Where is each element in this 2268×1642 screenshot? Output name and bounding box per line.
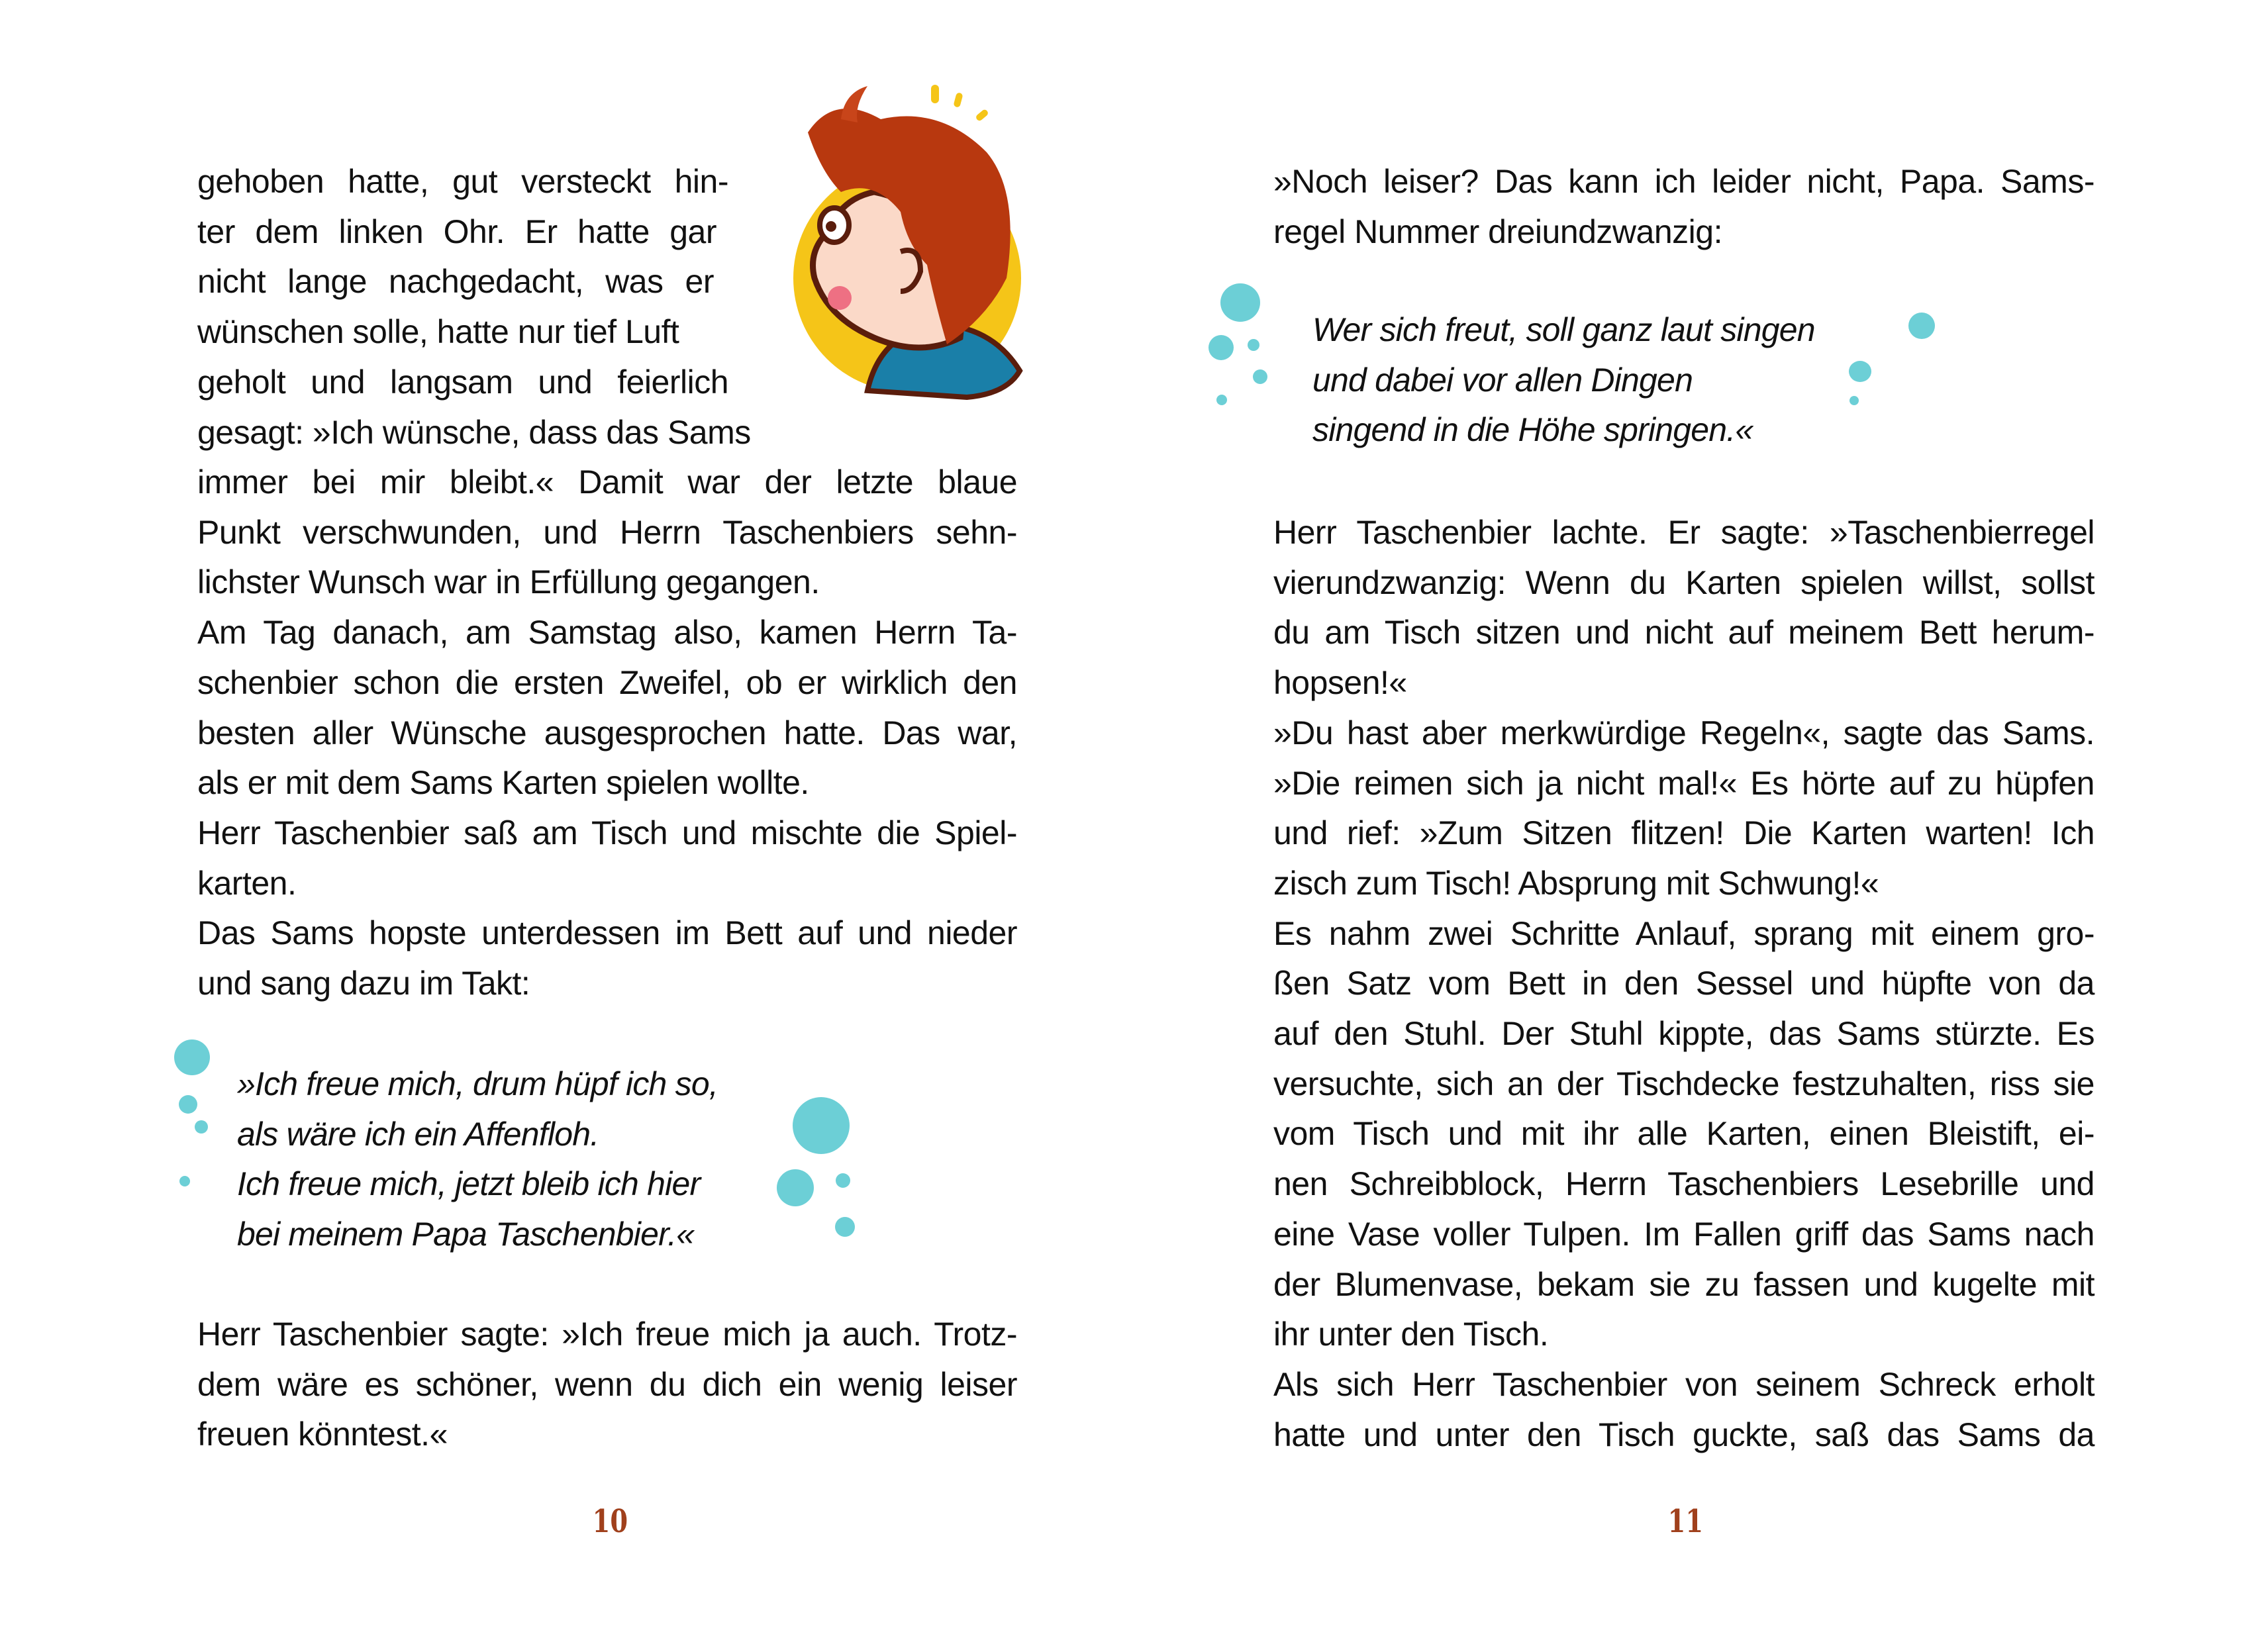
decorative-dot bbox=[1253, 369, 1267, 384]
text-line: und rief: »Zum Sitzen flitzen! Die Karten warten! Ich bbox=[1273, 814, 2095, 852]
text-line: du am Tisch sitzen und nicht auf meinem Bett herum- bbox=[1273, 614, 2095, 652]
surprise-marks-icon bbox=[931, 85, 989, 122]
text-line: hatte und unter den Tisch guckte, saß das Sams da bbox=[1273, 1416, 2095, 1453]
text-line: geholt und langsam und feierlich bbox=[197, 363, 728, 401]
text-line: vom Tisch und mit ihr alle Karten, einen Bleistift, ei- bbox=[1273, 1115, 2095, 1153]
text-line: hopsen!« bbox=[1273, 664, 1407, 702]
decorative-dot bbox=[1849, 396, 1859, 405]
decorative-dot bbox=[793, 1097, 850, 1154]
decorative-dot bbox=[1216, 395, 1227, 405]
text-line: Am Tag danach, am Samstag also, kamen Herrn Ta- bbox=[197, 614, 1017, 652]
text-line: nen Schreibblock, Herrn Taschenbiers Lesebrille und bbox=[1273, 1165, 2095, 1203]
text-line: Es nahm zwei Schritte Anlauf, sprang mit einem gro- bbox=[1273, 914, 2095, 952]
text-line: Als sich Herr Taschenbier von seinem Schreck erholt bbox=[1273, 1365, 2095, 1403]
decorative-dot bbox=[1208, 335, 1234, 360]
text-line: gehoben hatte, gut versteckt hin- bbox=[197, 163, 728, 200]
text-line: schenbier schon die ersten Zweifel, ob er wirklich den bbox=[197, 663, 1017, 701]
text-line: lichster Wunsch war in Erfüllung gegangen. bbox=[197, 563, 820, 601]
decorative-dot bbox=[835, 1217, 855, 1237]
text-line: immer bei mir bleibt.« Damit war der letzte blaue bbox=[197, 463, 1017, 501]
verse-line: als wäre ich ein Affenfloh. bbox=[237, 1115, 599, 1153]
decorative-dot bbox=[836, 1173, 850, 1188]
cheek bbox=[828, 286, 852, 310]
text-line: eine Vase voller Tulpen. Im Fallen griff das Sams nach bbox=[1273, 1215, 2095, 1253]
verse-line: singend in die Höhe springen.« bbox=[1312, 411, 1753, 449]
text-line: Herr Taschenbier lachte. Er sagte: »Taschenbierregel bbox=[1273, 514, 2095, 551]
text-line: karten. bbox=[197, 864, 297, 902]
right-page bbox=[1134, 0, 2268, 1642]
decorative-dot bbox=[1248, 339, 1259, 351]
decorative-dot bbox=[1849, 361, 1871, 382]
text-line: Punkt verschwunden, und Herrn Taschenbiers sehn- bbox=[197, 513, 1017, 551]
text-line: »Die reimen sich ja nicht mal!« Es hörte auf zu hüpfen bbox=[1273, 764, 2095, 802]
text-line: auf den Stuhl. Der Stuhl kippte, das Sams stürzte. Es bbox=[1273, 1015, 2095, 1053]
text-line: »Du hast aber merkwürdige Regeln«, sagte das Sams. bbox=[1273, 714, 2095, 751]
text-line: als er mit dem Sams Karten spielen wollte. bbox=[197, 764, 809, 802]
text-line: dem wäre es schöner, wenn du dich ein wenig leiser bbox=[197, 1365, 1017, 1403]
text-line: regel Nummer dreiundzwanzig: bbox=[1273, 213, 1722, 250]
text-line: gesagt: »Ich wünsche, dass das Sams bbox=[197, 413, 751, 451]
decorative-dot bbox=[179, 1176, 190, 1186]
text-line: nicht lange nachgedacht, was er bbox=[197, 263, 714, 301]
decorative-dot bbox=[1220, 283, 1260, 322]
page-number: 11 bbox=[1667, 1503, 1704, 1540]
text-line: besten aller Wünsche ausgesprochen hatte. Das war, bbox=[197, 714, 1017, 751]
left-wrapped-paragraph bbox=[197, 157, 751, 458]
left-verse bbox=[237, 1059, 718, 1260]
page-number: 10 bbox=[592, 1503, 628, 1540]
text-line: zisch zum Tisch! Absprung mit Schwung!« bbox=[1273, 864, 1879, 902]
decorative-dot bbox=[179, 1095, 197, 1114]
boy-illustration bbox=[768, 79, 1046, 410]
verse-line: bei meinem Papa Taschenbier.« bbox=[237, 1216, 695, 1253]
right-body-paragraphs bbox=[1273, 508, 2095, 1460]
left-closing-paragraph bbox=[197, 1310, 1017, 1460]
text-line: Herr Taschenbier sagte: »Ich freue mich ja auch. Trotz- bbox=[197, 1316, 1017, 1353]
text-line: vierundzwanzig: Wenn du Karten spielen willst, sollst bbox=[1273, 563, 2095, 601]
text-line: ter dem linken Ohr. Er hatte gar bbox=[197, 213, 716, 250]
decorative-dot bbox=[174, 1039, 210, 1075]
right-verse bbox=[1312, 305, 1815, 456]
text-line: Das Sams hopste unterdessen im Bett auf und nieder bbox=[197, 914, 1017, 952]
text-line: und sang dazu im Takt: bbox=[197, 965, 530, 1002]
decorative-dot bbox=[777, 1169, 814, 1206]
text-line: freuen könntest.« bbox=[197, 1416, 448, 1453]
decorative-dot bbox=[195, 1120, 208, 1134]
verse-line: Wer sich freut, soll ganz laut singen bbox=[1312, 311, 1815, 348]
verse-line: »Ich freue mich, drum hüpf ich so, bbox=[237, 1065, 718, 1102]
text-line: versuchte, sich an der Tischdecke festzuhalten, riss sie bbox=[1273, 1065, 2095, 1102]
text-line: ßen Satz vom Bett in den Sessel und hüpfte von da bbox=[1273, 965, 2095, 1002]
text-line: »Noch leiser? Das kann ich leider nicht, Papa. Sams- bbox=[1273, 163, 2095, 200]
decorative-dot bbox=[1908, 313, 1935, 339]
text-line: wünschen solle, hatte nur tief Luft bbox=[197, 313, 679, 351]
right-intro-paragraph bbox=[1273, 157, 2095, 257]
text-line: Herr Taschenbier saß am Tisch und mischte die Spiel- bbox=[197, 814, 1017, 851]
verse-line: und dabei vor allen Dingen bbox=[1312, 361, 1693, 399]
left-body-paragraphs bbox=[197, 458, 1017, 1009]
text-line: der Blumenvase, bekam sie zu fassen und kugelte mit bbox=[1273, 1265, 2095, 1303]
verse-line: Ich freue mich, jetzt bleib ich hier bbox=[237, 1165, 701, 1203]
text-line: ihr unter den Tisch. bbox=[1273, 1316, 1549, 1353]
